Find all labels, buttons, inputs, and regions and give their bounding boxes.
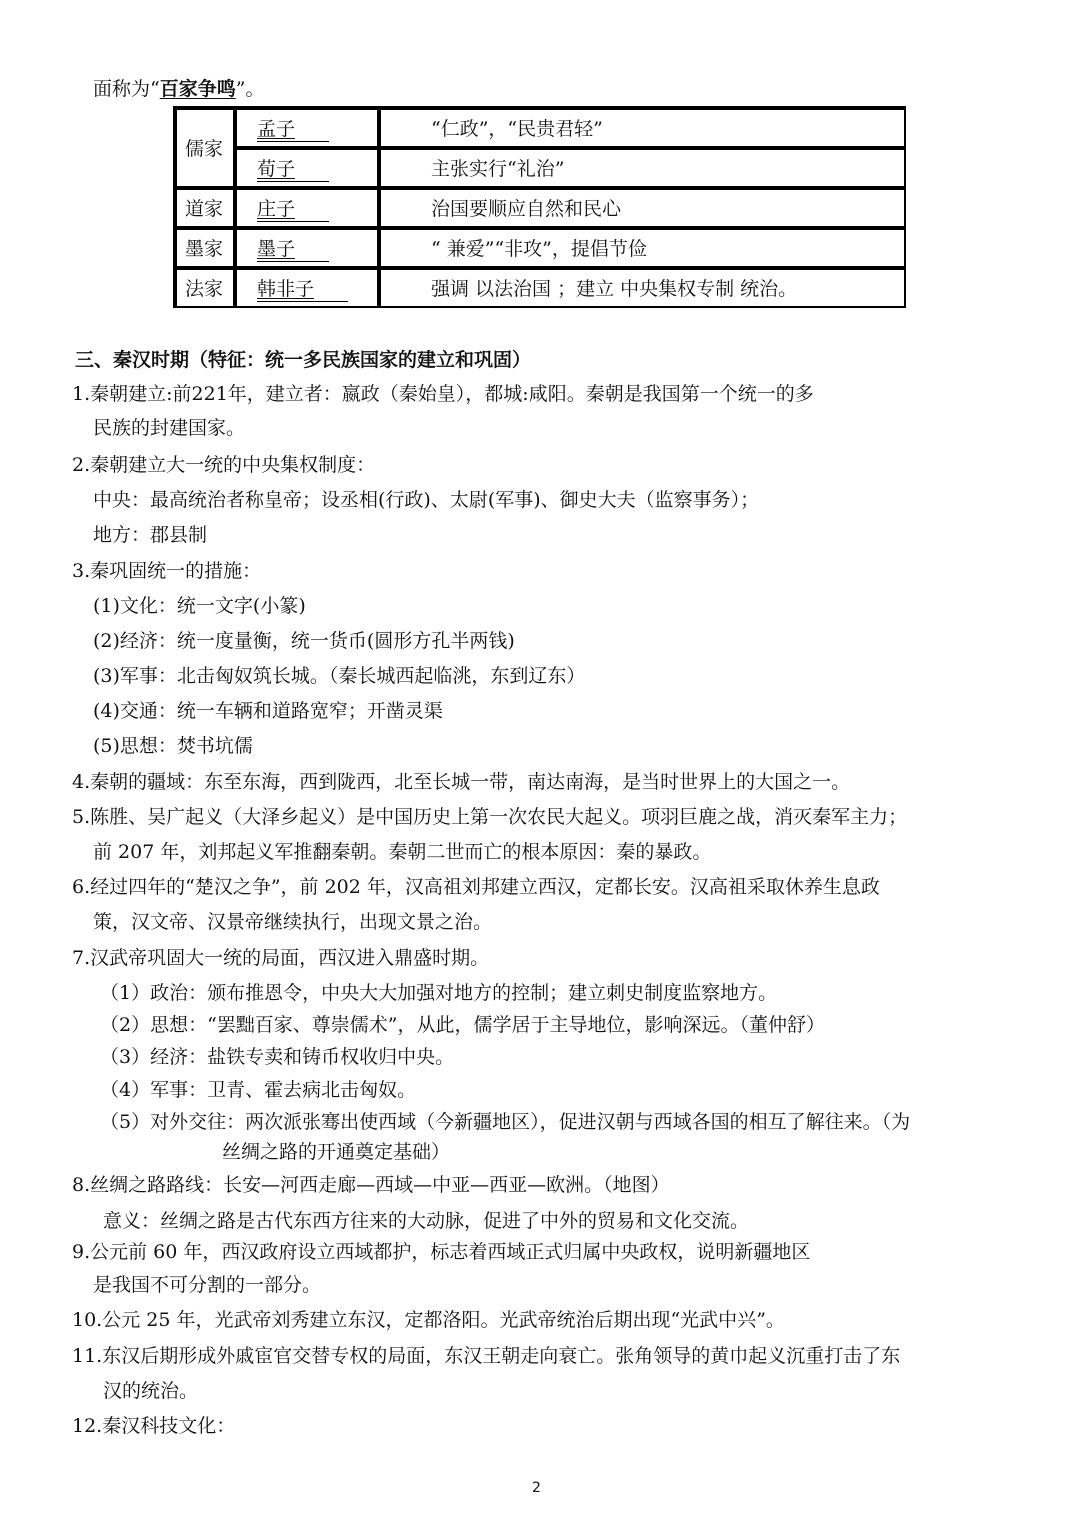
person-cell [234,267,378,307]
text-line: （1）政治：颁布推恩令，中央大大加强对地方的控制；建立刺史制度监察地方。 [100,982,778,1004]
idea-cell: 治国要顺应自然和民心 [378,187,905,227]
table-row [174,267,905,307]
school-cell: 法家 [174,267,234,307]
text-line: 地方：郡县制 [93,524,208,546]
person-name: 庄子 [257,198,329,222]
intro-text-before: 面称为“ [93,78,160,100]
text-line: 3.秦巩固统一的措施： [72,560,262,582]
text-line: 9.公元前 60 年，西汉政府设立西域都护，标志着西域正式归属中央政权，说明新疆地区 [72,1241,811,1263]
text-line: 12.秦汉科技文化： [72,1415,236,1437]
idea-cell: “仁政”，“民贵君轻” [378,107,905,147]
page-number: 2 [532,1480,541,1496]
text-line: 是我国不可分割的一部分。 [93,1274,322,1296]
text-line: 意义：丝绸之路是古代东西方往来的大动脉，促进了中外的贸易和文化交流。 [103,1210,750,1232]
text-line: 民族的封建国家。 [93,417,246,439]
text-line: 10.公元 25 年，光武帝刘秀建立东汉，定都洛阳。光武帝统治后期出现“光武中兴”。 [72,1309,785,1331]
text-line: 1.秦朝建立:前221年，建立者：嬴政（秦始皇），都城:咸阳。秦朝是我国第一个统一的多 [72,383,814,405]
text-line: 2.秦朝建立大一统的中央集权制度： [72,454,376,476]
section-title: 三、秦汉时期（特征：统一多民族国家的建立和巩固） [75,349,532,371]
text-line: 汉的统治。 [103,1380,199,1402]
text-line: 8.丝绸之路路线：长安—河西走廊—西域—中亚—西亚—欧洲。（地图） [72,1174,670,1196]
schools-table [173,106,906,308]
text-line: (4)交通：统一车辆和道路宽窄；开凿灵渠 [93,700,443,722]
text-line: 4.秦朝的疆域：东至东海，西到陇西，北至长城一带，南达南海，是当时世界上的大国之一。 [72,771,851,793]
person-cell [234,107,378,147]
text-line: (2)经济：统一度量衡，统一货币(圆形方孔半两钱) [93,630,515,652]
table-row [174,107,905,147]
school-cell: 道家 [174,187,234,227]
person-cell [234,227,378,267]
table-row [174,187,905,227]
text-line: （4）军事：卫青、霍去病北击匈奴。 [100,1079,417,1101]
text-line: (3)军事：北击匈奴筑长城。（秦长城西起临洮，东到辽东） [93,665,586,687]
table-row [174,147,905,187]
intro-term: 百家争鸣 [159,78,236,100]
text-line: 6.经过四年的“楚汉之争”，前 202 年，汉高祖刘邦建立西汉，定都长安。汉高祖采取休养生息政 [72,876,880,898]
school-cell: 儒家 [174,107,234,187]
text-line: 前 207 年，刘邦起义军推翻秦朝。秦朝二世而亡的根本原因：秦的暴政。 [93,841,712,863]
person-cell [234,187,378,227]
person-cell [234,147,378,187]
text-line: 中央：最高统治者称皇帝；设丞相(行政)、太尉(军事)、御史大夫（监察事务）； [93,489,760,511]
person-name: 韩非子 [257,278,348,302]
idea-cell: 强调 以法治国 ；建立 中央集权专制 统治。 [378,267,905,307]
text-line: (1)文化：统一文字(小篆) [93,595,306,617]
text-line: 11.东汉后期形成外戚宦官交替专权的局面，东汉王朝走向衰亡。张角领导的黄巾起义沉重打击了东 [72,1345,901,1367]
school-cell: 墨家 [174,227,234,267]
text-line: 5.陈胜、吴广起义（大泽乡起义）是中国历史上第一次农民大起义。项羽巨鹿之战，消灭秦军主力； [72,806,908,828]
text-line: (5)思想：焚书坑儒 [93,735,253,757]
person-name: 墨子 [257,238,329,262]
intro-line [93,76,264,102]
idea-cell: “ 兼爱”“非攻”，提倡节俭 [378,227,905,267]
text-line: 策，汉文帝、汉景帝继续执行，出现文景之治。 [93,911,493,933]
person-name: 荀子 [257,158,329,182]
text-line: 7.汉武帝巩固大一统的局面，西汉进入鼎盛时期。 [72,947,490,969]
idea-cell: 主张实行“礼治” [378,147,905,187]
text-line: 丝绸之路的开通奠定基础） [222,1141,451,1163]
text-line: （5）对外交往：两次派张骞出使西域（今新疆地区），促进汉朝与西域各国的相互了解往来。（为 [100,1111,911,1133]
table-row [174,227,905,267]
text-line: （3）经济：盐铁专卖和铸币权收归中央。 [100,1046,455,1068]
intro-text-after: ”。 [235,78,265,100]
person-name: 孟子 [257,118,329,142]
text-line: （2）思想：“罢黜百家、尊崇儒术”，从此，儒学居于主导地位，影响深远。（董仲舒） [100,1014,826,1036]
